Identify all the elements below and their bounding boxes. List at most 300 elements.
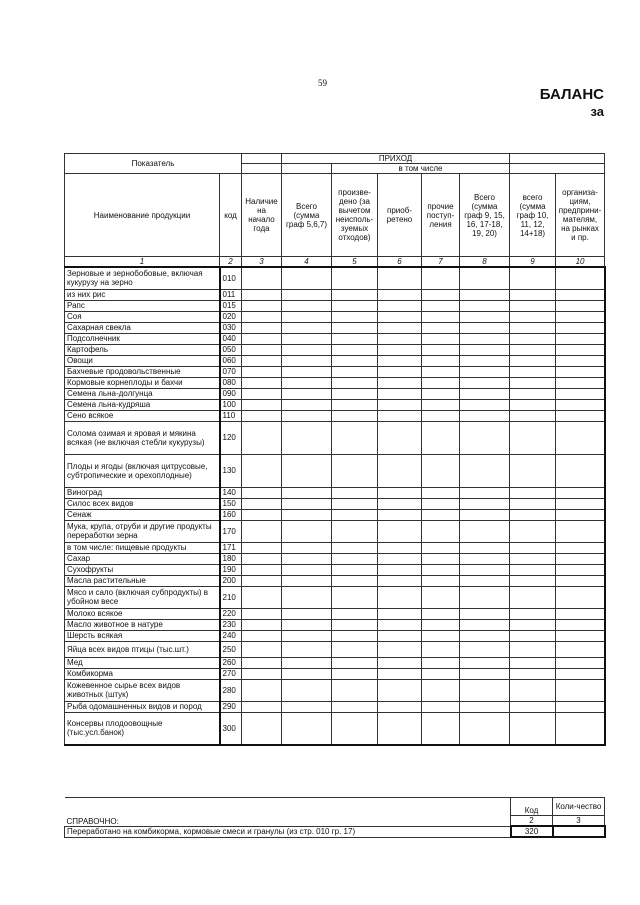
cell-col-9[interactable] xyxy=(510,333,556,344)
table-row xyxy=(65,421,605,454)
cell-col-4[interactable] xyxy=(282,641,332,657)
cell-col-10[interactable] xyxy=(556,388,605,399)
cell-col-7[interactable] xyxy=(422,575,460,586)
col-num-8: 8 xyxy=(460,257,510,268)
cell-col-3[interactable] xyxy=(242,679,282,701)
page-number: 59 xyxy=(318,78,327,88)
cell-col-8[interactable] xyxy=(460,300,510,311)
cell-col-5[interactable] xyxy=(332,712,378,745)
cell-col-5[interactable] xyxy=(332,289,378,300)
cell-col-6[interactable] xyxy=(378,410,422,421)
cell-col-10[interactable] xyxy=(556,366,605,377)
cell-col-9[interactable] xyxy=(510,289,556,300)
table-row xyxy=(65,322,605,333)
cell-col-8[interactable] xyxy=(460,311,510,322)
cell-col-8[interactable] xyxy=(460,509,510,520)
cell-col-3[interactable] xyxy=(242,575,282,586)
cell-col-4[interactable] xyxy=(282,322,332,333)
cell-col-10[interactable] xyxy=(556,586,605,608)
cell-col-3[interactable] xyxy=(242,322,282,333)
cell-col-9[interactable] xyxy=(510,366,556,377)
cell-col-4[interactable] xyxy=(282,564,332,575)
header-prihod: ПРИХОД xyxy=(282,154,510,164)
cell-col-8[interactable] xyxy=(460,498,510,509)
cell-col-6[interactable] xyxy=(378,657,422,668)
cell-col-6[interactable] xyxy=(378,388,422,399)
cell-col-8[interactable] xyxy=(460,564,510,575)
cell-col-7[interactable] xyxy=(422,564,460,575)
row-name: Сено всякое xyxy=(65,410,220,421)
cell-col-6[interactable] xyxy=(378,668,422,679)
cell-col-9[interactable] xyxy=(510,487,556,498)
row-code: 040 xyxy=(220,333,242,344)
cell-col-6[interactable] xyxy=(378,399,422,410)
cell-col-8[interactable] xyxy=(460,399,510,410)
cell-col-4[interactable] xyxy=(282,712,332,745)
cell-col-8[interactable] xyxy=(460,701,510,712)
cell-col-7[interactable] xyxy=(422,553,460,564)
cell-col-5[interactable] xyxy=(332,333,378,344)
cell-col-7[interactable] xyxy=(422,421,460,454)
cell-col-8[interactable] xyxy=(460,712,510,745)
cell-col-9[interactable] xyxy=(510,586,556,608)
cell-col-6[interactable] xyxy=(378,454,422,487)
cell-col-5[interactable] xyxy=(332,553,378,564)
cell-col-4[interactable] xyxy=(282,630,332,641)
cell-col-9[interactable] xyxy=(510,509,556,520)
cell-col-10[interactable] xyxy=(556,575,605,586)
cell-col-5[interactable] xyxy=(332,355,378,366)
cell-col-9[interactable] xyxy=(510,630,556,641)
cell-col-4[interactable] xyxy=(282,619,332,630)
row-code: 060 xyxy=(220,355,242,366)
cell-col-3[interactable] xyxy=(242,311,282,322)
row-code: 120 xyxy=(220,421,242,454)
row-code: 220 xyxy=(220,608,242,619)
cell-col-7[interactable] xyxy=(422,410,460,421)
cell-col-10[interactable] xyxy=(556,520,605,542)
cell-col-5[interactable] xyxy=(332,701,378,712)
cell-col-7[interactable] xyxy=(422,498,460,509)
cell-col-9[interactable] xyxy=(510,454,556,487)
table-row xyxy=(65,289,605,300)
cell-col-9[interactable] xyxy=(510,498,556,509)
cell-col-7[interactable] xyxy=(422,377,460,388)
row-name: Бахчевые продовольственные xyxy=(65,366,220,377)
cell-col-6[interactable] xyxy=(378,608,422,619)
col-num-1: 1 xyxy=(65,257,220,268)
cell-col-3[interactable] xyxy=(242,399,282,410)
cell-col-4[interactable] xyxy=(282,586,332,608)
cell-col-5[interactable] xyxy=(332,300,378,311)
cell-col-6[interactable] xyxy=(378,586,422,608)
cell-col-3[interactable] xyxy=(242,498,282,509)
cell-col-3[interactable] xyxy=(242,520,282,542)
cell-col-7[interactable] xyxy=(422,668,460,679)
cell-col-5[interactable] xyxy=(332,366,378,377)
cell-col-6[interactable] xyxy=(378,300,422,311)
cell-col-3[interactable] xyxy=(242,421,282,454)
cell-col-9[interactable] xyxy=(510,300,556,311)
cell-col-3[interactable] xyxy=(242,410,282,421)
cell-col-4[interactable] xyxy=(282,668,332,679)
cell-col-3[interactable] xyxy=(242,388,282,399)
col-num-10: 10 xyxy=(556,257,605,268)
cell-col-8[interactable] xyxy=(460,575,510,586)
cell-col-3[interactable] xyxy=(242,619,282,630)
cell-col-4[interactable] xyxy=(282,542,332,553)
cell-col-10[interactable] xyxy=(556,267,605,289)
cell-col-3[interactable] xyxy=(242,641,282,657)
cell-col-10[interactable] xyxy=(556,421,605,454)
cell-col-5[interactable] xyxy=(332,498,378,509)
cell-col-9[interactable] xyxy=(510,267,556,289)
cell-col-4[interactable] xyxy=(282,421,332,454)
cell-col-10[interactable] xyxy=(556,300,605,311)
cell-col-6[interactable] xyxy=(378,333,422,344)
cell-col-3[interactable] xyxy=(242,344,282,355)
cell-col-8[interactable] xyxy=(460,487,510,498)
cell-col-5[interactable] xyxy=(332,575,378,586)
cell-col-10[interactable] xyxy=(556,311,605,322)
row-name: Солома озимая и яровая и мякина всякая (не включая стебли кукурузы) xyxy=(65,421,220,454)
cell-col-5[interactable] xyxy=(332,542,378,553)
cell-col-7[interactable] xyxy=(422,619,460,630)
cell-col-6[interactable] xyxy=(378,289,422,300)
cell-col-7[interactable] xyxy=(422,289,460,300)
cell-col-10[interactable] xyxy=(556,355,605,366)
cell-col-8[interactable] xyxy=(460,267,510,289)
cell-col-8[interactable] xyxy=(460,608,510,619)
cell-col-6[interactable] xyxy=(378,421,422,454)
cell-col-10[interactable] xyxy=(556,344,605,355)
cell-col-10[interactable] xyxy=(556,630,605,641)
cell-col-6[interactable] xyxy=(378,712,422,745)
cell-col-6[interactable] xyxy=(378,564,422,575)
cell-col-8[interactable] xyxy=(460,388,510,399)
cell-col-6[interactable] xyxy=(378,619,422,630)
cell-col-7[interactable] xyxy=(422,487,460,498)
cell-col-7[interactable] xyxy=(422,344,460,355)
cell-col-7[interactable] xyxy=(422,388,460,399)
cell-col-5[interactable] xyxy=(332,509,378,520)
cell-col-7[interactable] xyxy=(422,586,460,608)
row-name: в том числе: пищевые продукты xyxy=(65,542,220,553)
cell-col-6[interactable] xyxy=(378,542,422,553)
cell-col-9[interactable] xyxy=(510,575,556,586)
cell-col-8[interactable] xyxy=(460,454,510,487)
cell-col-8[interactable] xyxy=(460,586,510,608)
ref-row-value[interactable] xyxy=(553,826,605,837)
cell-col-8[interactable] xyxy=(460,366,510,377)
cell-col-4[interactable] xyxy=(282,289,332,300)
cell-col-7[interactable] xyxy=(422,509,460,520)
cell-col-8[interactable] xyxy=(460,630,510,641)
cell-col-10[interactable] xyxy=(556,619,605,630)
cell-col-4[interactable] xyxy=(282,657,332,668)
table-row xyxy=(65,410,605,421)
cell-col-7[interactable] xyxy=(422,679,460,701)
cell-col-10[interactable] xyxy=(556,399,605,410)
cell-col-3[interactable] xyxy=(242,630,282,641)
cell-col-9[interactable] xyxy=(510,553,556,564)
cell-col-9[interactable] xyxy=(510,608,556,619)
header-empty-b xyxy=(510,154,605,164)
cell-col-5[interactable] xyxy=(332,388,378,399)
cell-col-4[interactable] xyxy=(282,388,332,399)
cell-col-3[interactable] xyxy=(242,333,282,344)
row-name: Яйца всех видов птицы (тыс.шт.) xyxy=(65,641,220,657)
table-row xyxy=(65,344,605,355)
cell-col-4[interactable] xyxy=(282,366,332,377)
cell-col-3[interactable] xyxy=(242,553,282,564)
cell-col-8[interactable] xyxy=(460,322,510,333)
cell-col-4[interactable] xyxy=(282,377,332,388)
cell-col-4[interactable] xyxy=(282,267,332,289)
cell-col-10[interactable] xyxy=(556,289,605,300)
cell-col-3[interactable] xyxy=(242,300,282,311)
cell-col-3[interactable] xyxy=(242,586,282,608)
cell-col-10[interactable] xyxy=(556,553,605,564)
cell-col-3[interactable] xyxy=(242,377,282,388)
cell-col-10[interactable] xyxy=(556,377,605,388)
cell-col-10[interactable] xyxy=(556,701,605,712)
cell-col-4[interactable] xyxy=(282,575,332,586)
cell-col-5[interactable] xyxy=(332,421,378,454)
cell-col-6[interactable] xyxy=(378,498,422,509)
cell-col-3[interactable] xyxy=(242,668,282,679)
cell-col-7[interactable] xyxy=(422,542,460,553)
cell-col-3[interactable] xyxy=(242,542,282,553)
cell-col-7[interactable] xyxy=(422,355,460,366)
cell-col-8[interactable] xyxy=(460,355,510,366)
cell-col-5[interactable] xyxy=(332,520,378,542)
cell-col-10[interactable] xyxy=(556,509,605,520)
cell-col-8[interactable] xyxy=(460,289,510,300)
cell-col-9[interactable] xyxy=(510,668,556,679)
cell-col-9[interactable] xyxy=(510,712,556,745)
cell-col-5[interactable] xyxy=(332,679,378,701)
cell-col-8[interactable] xyxy=(460,333,510,344)
cell-col-8[interactable] xyxy=(460,542,510,553)
cell-col-4[interactable] xyxy=(282,355,332,366)
cell-col-6[interactable] xyxy=(378,679,422,701)
cell-col-6[interactable] xyxy=(378,701,422,712)
cell-col-5[interactable] xyxy=(332,322,378,333)
cell-col-7[interactable] xyxy=(422,520,460,542)
table-row xyxy=(65,575,605,586)
cell-col-7[interactable] xyxy=(422,300,460,311)
cell-col-8[interactable] xyxy=(460,377,510,388)
cell-col-5[interactable] xyxy=(332,344,378,355)
header-nalichie: Наличие на начало года xyxy=(242,174,282,257)
cell-col-9[interactable] xyxy=(510,311,556,322)
cell-col-9[interactable] xyxy=(510,701,556,712)
cell-col-5[interactable] xyxy=(332,377,378,388)
cell-col-4[interactable] xyxy=(282,399,332,410)
cell-col-9[interactable] xyxy=(510,657,556,668)
cell-col-3[interactable] xyxy=(242,289,282,300)
cell-col-10[interactable] xyxy=(556,410,605,421)
cell-col-5[interactable] xyxy=(332,454,378,487)
cell-col-4[interactable] xyxy=(282,487,332,498)
cell-col-4[interactable] xyxy=(282,498,332,509)
cell-col-7[interactable] xyxy=(422,701,460,712)
cell-col-8[interactable] xyxy=(460,410,510,421)
cell-col-9[interactable] xyxy=(510,564,556,575)
cell-col-5[interactable] xyxy=(332,564,378,575)
cell-col-9[interactable] xyxy=(510,679,556,701)
cell-col-9[interactable] xyxy=(510,520,556,542)
cell-col-3[interactable] xyxy=(242,564,282,575)
cell-col-4[interactable] xyxy=(282,344,332,355)
cell-col-9[interactable] xyxy=(510,355,556,366)
cell-col-5[interactable] xyxy=(332,668,378,679)
cell-col-4[interactable] xyxy=(282,410,332,421)
reference-section xyxy=(64,797,604,838)
cell-col-10[interactable] xyxy=(556,712,605,745)
cell-col-7[interactable] xyxy=(422,657,460,668)
cell-col-6[interactable] xyxy=(378,267,422,289)
cell-col-9[interactable] xyxy=(510,542,556,553)
cell-col-5[interactable] xyxy=(332,608,378,619)
cell-col-6[interactable] xyxy=(378,641,422,657)
cell-col-7[interactable] xyxy=(422,641,460,657)
cell-col-3[interactable] xyxy=(242,509,282,520)
table-row xyxy=(65,520,605,542)
cell-col-8[interactable] xyxy=(460,668,510,679)
row-code: 030 xyxy=(220,322,242,333)
cell-col-7[interactable] xyxy=(422,454,460,487)
cell-col-6[interactable] xyxy=(378,630,422,641)
cell-col-9[interactable] xyxy=(510,619,556,630)
cell-col-5[interactable] xyxy=(332,311,378,322)
cell-col-6[interactable] xyxy=(378,553,422,564)
cell-col-3[interactable] xyxy=(242,366,282,377)
cell-col-7[interactable] xyxy=(422,608,460,619)
cell-col-10[interactable] xyxy=(556,487,605,498)
cell-col-4[interactable] xyxy=(282,311,332,322)
cell-col-10[interactable] xyxy=(556,542,605,553)
cell-col-8[interactable] xyxy=(460,421,510,454)
cell-col-5[interactable] xyxy=(332,267,378,289)
cell-col-4[interactable] xyxy=(282,520,332,542)
cell-col-4[interactable] xyxy=(282,300,332,311)
cell-col-8[interactable] xyxy=(460,679,510,701)
title-main: БАЛАНС xyxy=(539,86,604,103)
cell-col-6[interactable] xyxy=(378,377,422,388)
table-row xyxy=(65,608,605,619)
cell-col-6[interactable] xyxy=(378,311,422,322)
cell-col-5[interactable] xyxy=(332,399,378,410)
cell-col-10[interactable] xyxy=(556,608,605,619)
cell-col-4[interactable] xyxy=(282,509,332,520)
cell-col-3[interactable] xyxy=(242,608,282,619)
cell-col-5[interactable] xyxy=(332,630,378,641)
cell-col-5[interactable] xyxy=(332,641,378,657)
cell-col-6[interactable] xyxy=(378,322,422,333)
cell-col-8[interactable] xyxy=(460,657,510,668)
cell-col-9[interactable] xyxy=(510,410,556,421)
cell-col-8[interactable] xyxy=(460,520,510,542)
cell-col-9[interactable] xyxy=(510,377,556,388)
cell-col-3[interactable] xyxy=(242,454,282,487)
cell-col-4[interactable] xyxy=(282,454,332,487)
cell-col-5[interactable] xyxy=(332,410,378,421)
cell-col-6[interactable] xyxy=(378,355,422,366)
cell-col-6[interactable] xyxy=(378,344,422,355)
cell-col-8[interactable] xyxy=(460,641,510,657)
cell-col-10[interactable] xyxy=(556,333,605,344)
cell-col-4[interactable] xyxy=(282,553,332,564)
cell-col-9[interactable] xyxy=(510,421,556,454)
cell-col-10[interactable] xyxy=(556,657,605,668)
cell-col-10[interactable] xyxy=(556,564,605,575)
cell-col-8[interactable] xyxy=(460,553,510,564)
cell-col-7[interactable] xyxy=(422,366,460,377)
cell-col-7[interactable] xyxy=(422,630,460,641)
cell-col-7[interactable] xyxy=(422,399,460,410)
cell-col-3[interactable] xyxy=(242,355,282,366)
row-name: Сахар xyxy=(65,553,220,564)
cell-col-8[interactable] xyxy=(460,619,510,630)
cell-col-6[interactable] xyxy=(378,520,422,542)
cell-col-8[interactable] xyxy=(460,344,510,355)
cell-col-9[interactable] xyxy=(510,399,556,410)
cell-col-3[interactable] xyxy=(242,712,282,745)
cell-col-4[interactable] xyxy=(282,679,332,701)
cell-col-4[interactable] xyxy=(282,701,332,712)
cell-col-6[interactable] xyxy=(378,366,422,377)
cell-col-7[interactable] xyxy=(422,333,460,344)
cell-col-10[interactable] xyxy=(556,641,605,657)
row-name: Плоды и ягоды (включая цитрусовые, субтропические и орехоплодные) xyxy=(65,454,220,487)
balance-table xyxy=(64,153,604,746)
table-row xyxy=(65,454,605,487)
cell-col-5[interactable] xyxy=(332,619,378,630)
cell-col-7[interactable] xyxy=(422,311,460,322)
cell-col-3[interactable] xyxy=(242,701,282,712)
cell-col-9[interactable] xyxy=(510,322,556,333)
cell-col-10[interactable] xyxy=(556,668,605,679)
cell-col-3[interactable] xyxy=(242,657,282,668)
cell-col-6[interactable] xyxy=(378,509,422,520)
cell-col-7[interactable] xyxy=(422,712,460,745)
cell-col-6[interactable] xyxy=(378,487,422,498)
cell-col-9[interactable] xyxy=(510,388,556,399)
cell-col-4[interactable] xyxy=(282,608,332,619)
cell-col-10[interactable] xyxy=(556,322,605,333)
cell-col-6[interactable] xyxy=(378,575,422,586)
cell-col-3[interactable] xyxy=(242,487,282,498)
cell-col-7[interactable] xyxy=(422,322,460,333)
cell-col-9[interactable] xyxy=(510,641,556,657)
cell-col-5[interactable] xyxy=(332,487,378,498)
col-num-5: 5 xyxy=(332,257,378,268)
row-code: 170 xyxy=(220,520,242,542)
cell-col-10[interactable] xyxy=(556,454,605,487)
cell-col-3[interactable] xyxy=(242,267,282,289)
cell-col-9[interactable] xyxy=(510,344,556,355)
cell-col-5[interactable] xyxy=(332,586,378,608)
cell-col-5[interactable] xyxy=(332,657,378,668)
row-code: 015 xyxy=(220,300,242,311)
cell-col-4[interactable] xyxy=(282,333,332,344)
table-row xyxy=(65,641,605,657)
cell-col-7[interactable] xyxy=(422,267,460,289)
cell-col-10[interactable] xyxy=(556,498,605,509)
cell-col-10[interactable] xyxy=(556,679,605,701)
